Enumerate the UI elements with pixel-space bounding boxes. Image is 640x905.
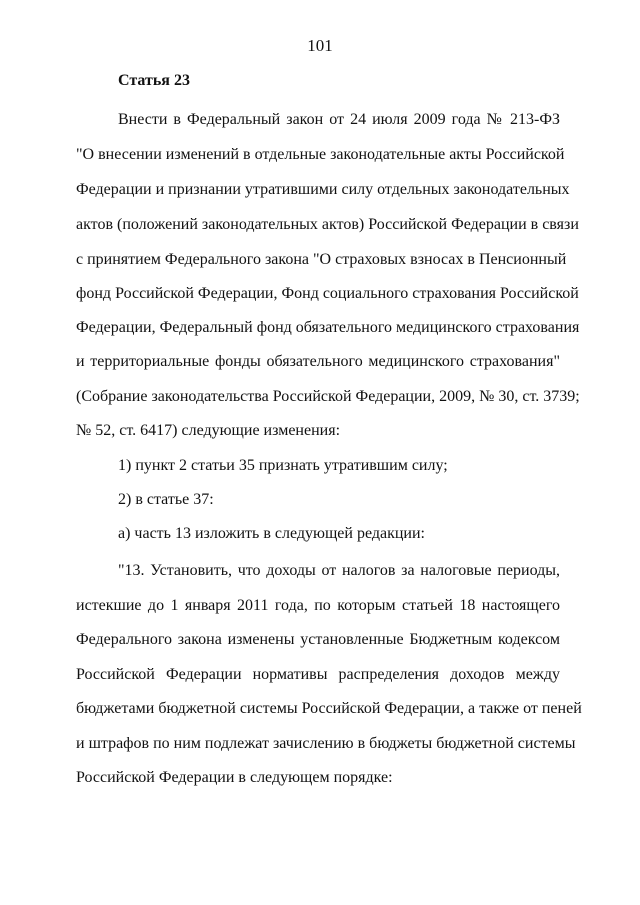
list-item: 1) пункт 2 статьи 35 признать утратившим силу; [118,457,448,474]
text-line: Российской Федерации нормативы распределения доходов между [76,666,560,683]
text-line: актов (положений законодательных актов) Российской Федерации в связи [76,216,579,233]
text-line: № 52, ст. 6417) следующие изменения: [76,422,341,439]
text-line: истекшие до 1 января 2011 года, по которым статьей 18 настоящего [76,597,560,614]
text-line: фонд Российской Федерации, Фонд социального страхования Российской [76,285,579,302]
page-number: 101 [307,36,333,55]
list-item: 2) в статье 37: [118,491,214,508]
text-line: "О внесении изменений в отдельные законодательные акты Российской [76,146,565,163]
text-line: бюджетами бюджетной системы Российской Федерации, а также от пеней [76,700,582,717]
text-line: Федерального закона изменены установленные Бюджетным кодексом [76,631,560,648]
text-line: Внести в Федеральный закон от 24 июля 2009 года № 213-ФЗ [118,111,560,128]
text-line: и территориальные фонды обязательного медицинского страхования" [76,353,560,370]
article-title: Статья 23 [118,72,190,89]
list-item: а) часть 13 изложить в следующей редакции: [118,525,425,542]
text-line: Российской Федерации в следующем порядке: [76,769,393,786]
text-line: "13. Установить, что доходы от налогов за налоговые периоды, [118,562,560,579]
text-line: (Собрание законодательства Российской Федерации, 2009, № 30, ст. 3739; [76,388,580,405]
text-line: с принятием Федерального закона "О страховых взносах в Пенсионный [76,251,567,268]
text-line: Федерации, Федеральный фонд обязательного медицинского страхования [76,319,580,336]
text-line: и штрафов по ним подлежат зачислению в бюджеты бюджетной системы [76,735,576,752]
text-line: Федерации и признании утратившими силу отдельных законодательных [76,181,570,198]
